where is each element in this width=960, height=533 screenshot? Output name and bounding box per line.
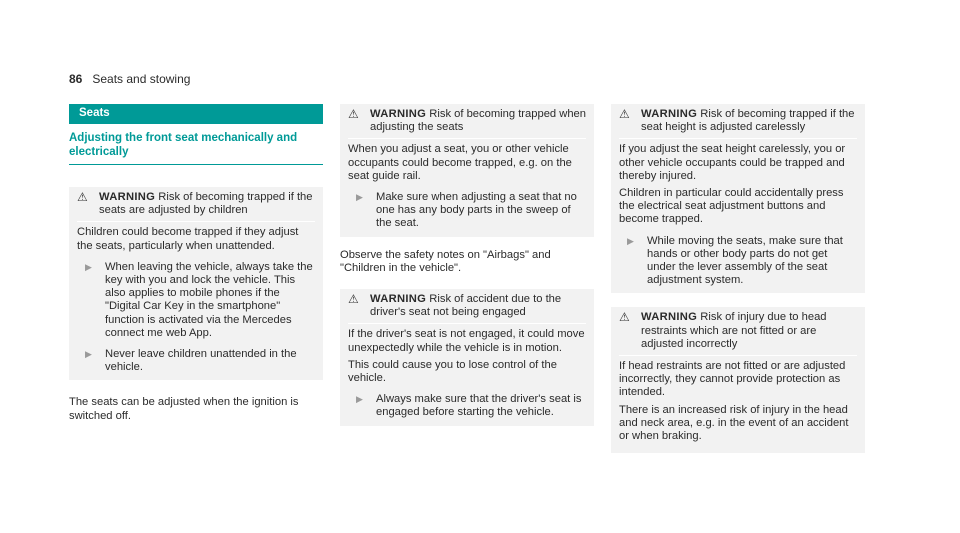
column-right	[611, 104, 865, 453]
warning-label: WARNING	[370, 293, 427, 306]
warning-label: WARNING	[641, 108, 698, 120]
warning-text: If head restraints are not fitted or are adjusted incorrectly, they cannot provide protection as intended.	[619, 360, 846, 399]
warning-heading: Risk of becoming trapped if the seat height is adjusted carelessly	[641, 108, 855, 134]
warning-triangle-icon: ⚠	[619, 107, 630, 121]
warning-heading: Risk of accident due to the driver's seat not being engaged	[370, 293, 562, 319]
page-number: 86	[69, 72, 83, 86]
warning-heading: Risk of becoming trapped if the seats are adjusted by children	[99, 191, 313, 217]
arrow-icon: ▶	[627, 235, 634, 246]
page-header	[69, 72, 190, 86]
body-text: Observe the safety notes on "Airbags" and "Children in the vehicle".	[340, 248, 551, 274]
instruction-text: When leaving the vehicle, always take the key with you and lock the vehicle. This also applies to mobile phones if the "Digital Car Key in the smartphone" function is activated via the Mercedes connect me web App.	[105, 260, 313, 339]
arrow-icon: ▶	[356, 192, 363, 203]
warning-box	[69, 187, 323, 380]
warning-text: Children in particular could accidentally press the electrical seat adjustment buttons and become trapped.	[619, 187, 844, 226]
arrow-icon: ▶	[85, 349, 92, 360]
warning-triangle-icon: ⚠	[619, 310, 630, 325]
warning-label: WARNING	[99, 191, 156, 203]
instruction-text: Never leave children unattended in the vehicle.	[105, 348, 297, 374]
instruction-text: While moving the seats, make sure that hands or other body parts do not get under the lever assembly of the seat adjustment system.	[647, 234, 843, 287]
arrow-icon: ▶	[85, 261, 92, 272]
warning-text: Children could become trapped if they adjust the seats, particularly when unattended.	[77, 226, 299, 252]
body-text: The seats can be adjusted when the ignition is switched off.	[69, 396, 299, 422]
warning-heading: Risk of becoming trapped when adjusting the seats	[370, 108, 586, 134]
arrow-icon: ▶	[356, 394, 363, 405]
column-left	[69, 104, 323, 423]
warning-triangle-icon: ⚠	[348, 107, 359, 121]
instruction-item	[77, 348, 315, 374]
warning-label: WARNING	[370, 108, 427, 120]
warning-label: WARNING	[641, 311, 698, 324]
warning-triangle-icon: ⚠	[348, 292, 359, 307]
warning-box	[340, 289, 594, 426]
instruction-text: Always make sure that the driver's seat is engaged before starting the vehicle.	[376, 393, 582, 419]
section-title: Seats	[69, 104, 323, 124]
warning-text: When you adjust a seat, you or other vehicle occupants could become trapped, e.g. on the seat guide rail.	[348, 143, 572, 182]
warning-text: If you adjust the seat height carelessly, you or other vehicle occupants could be trapped and thereby injured.	[619, 143, 846, 182]
warning-triangle-icon: ⚠	[77, 190, 88, 204]
instruction-item	[77, 261, 315, 340]
instruction-item	[348, 393, 586, 419]
subsection-title: Adjusting the front seat mechanically and electrically	[69, 131, 323, 165]
warning-box	[611, 104, 865, 293]
instruction-text: Make sure when adjusting a seat that no one has any body parts in the sweep of the seat.	[376, 191, 577, 230]
warning-text: There is an increased risk of injury in the head and neck area, e.g. in the event of an accident or when braking.	[619, 403, 849, 443]
warning-text: If the driver's seat is not engaged, it could move unexpectedly while the vehicle is in motion.	[348, 328, 585, 354]
warning-box	[340, 104, 594, 237]
instruction-item	[348, 191, 586, 231]
warning-heading: Risk of injury due to head restraints which are not fitted or are adjusted incorrectly	[641, 311, 827, 350]
warning-box	[611, 307, 865, 453]
column-middle	[340, 104, 594, 426]
page-header-title: Seats and stowing	[92, 72, 191, 86]
instruction-item	[619, 235, 857, 288]
warning-text: This could cause you to lose control of the vehicle.	[348, 358, 557, 385]
